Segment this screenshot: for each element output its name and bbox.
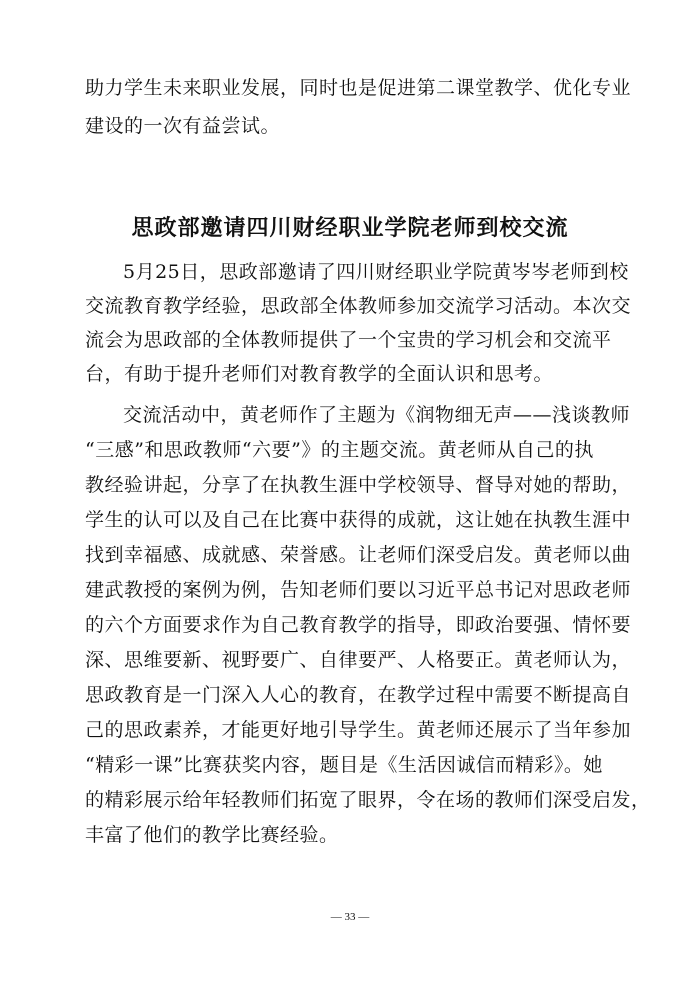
paragraph-line: 的六个方面要求作为自己教育教学的指导，即政治要强、情怀要: [85, 614, 632, 636]
paragraph-line: “精彩一课”比赛获奖内容，题目是《生活因诚信而精彩》。她: [85, 754, 603, 776]
paragraph-line: 建武教授的案例为例，告知老师们要以习近平总书记对思政老师: [85, 579, 632, 601]
paragraph-line: 台，有助于提升老师们对教育教学的全面认识和思考。: [85, 363, 554, 385]
page-number: — 33 —: [330, 911, 370, 923]
paragraph-line: 交流活动中，黄老师作了主题为《润物细无声——浅谈教师: [123, 404, 631, 426]
paragraph-line: 流会为思政部的全体教师提供了一个宝贵的学习机会和交流平: [85, 329, 612, 351]
paragraph-line: 深、思维要新、视野要广、自律要严、人格要正。黄老师认为，: [85, 649, 632, 671]
paragraph-line: 的精彩展示给年轻教师们拓宽了眼界，令在场的教师们深受启发，: [85, 789, 651, 811]
paragraph-line: 找到幸福感、成就感、荣誉感。让老师们深受启发。黄老师以曲: [85, 544, 632, 566]
paragraph-line: 5月25日，思政部邀请了四川财经职业学院黄岑岑老师到校: [123, 261, 629, 283]
paragraph-line: 丰富了他们的教学比赛经验。: [85, 824, 339, 846]
article-title: 思政部邀请四川财经职业学院老师到校交流: [131, 216, 569, 241]
intro-line: 助力学生未来职业发展，同时也是促进第二课堂教学、优化专业: [85, 77, 632, 99]
paragraph-line: 学生的认可以及自己在比赛中获得的成就，这让她在执教生涯中: [85, 509, 632, 531]
paragraph-line: 教经验讲起，分享了在执教生涯中学校领导、督导对她的帮助，: [85, 474, 632, 496]
intro-line: 建设的一次有益尝试。: [85, 115, 281, 137]
paragraph-line: 己的思政素养，才能更好地引导学生。黄老师还展示了当年参加: [85, 719, 632, 741]
paragraph-line: 交流教育教学经验，思政部全体教师参加交流学习活动。本次交: [85, 295, 632, 317]
paragraph-line: 思政教育是一门深入人心的教育，在教学过程中需要不断提高自: [85, 684, 632, 706]
paragraph-line: “三感”和思政教师“六要”》的主题交流。黄老师从自己的执: [85, 439, 594, 461]
